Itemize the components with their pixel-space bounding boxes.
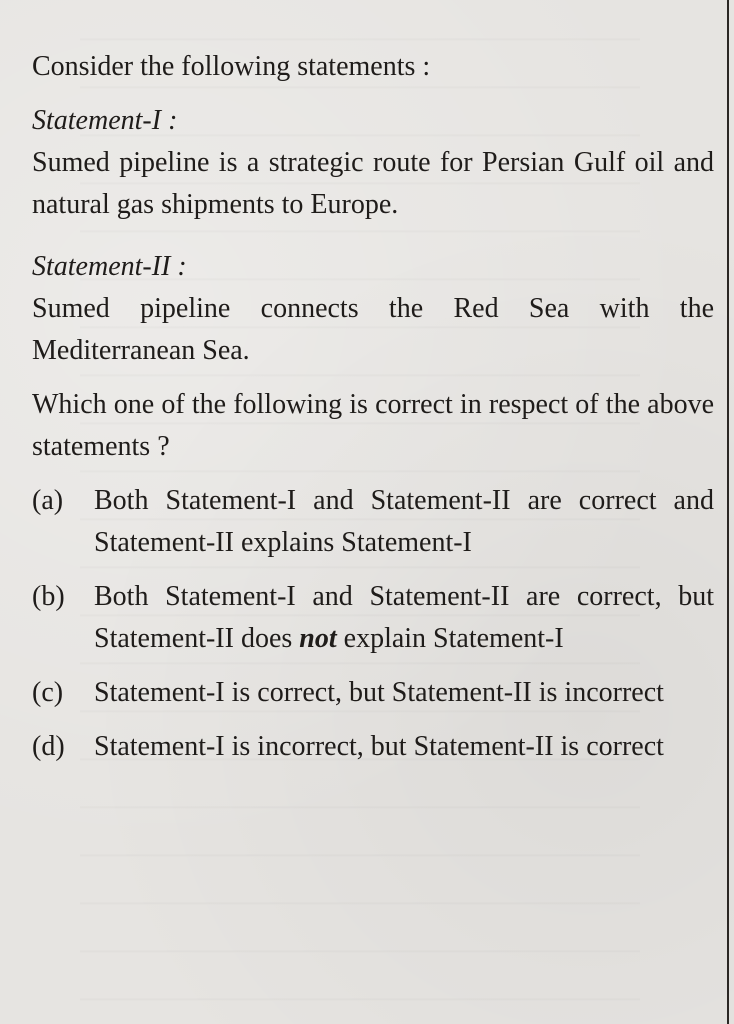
option-d-text: Statement-I is incorrect, but Statement-II is correct [94, 731, 664, 762]
option-a[interactable] [32, 480, 714, 564]
question-text: Which one of the following is correct in respect of the above statements ? [32, 389, 714, 462]
option-c-key: (c) [32, 677, 64, 708]
option-b-text-after: explain Statement-I [336, 623, 564, 654]
statement-1-label: Statement-I : [32, 105, 178, 136]
question-block [32, 46, 714, 780]
option-b-text-before: Both Statement-I and Statement-II are correct, but Statement-II does [94, 581, 714, 654]
option-b[interactable] [32, 576, 714, 660]
option-a-text: Both Statement-I and Statement-II are correct and Statement-II explains Statement-I [94, 485, 714, 558]
option-d-key: (d) [32, 731, 65, 762]
option-a-key: (a) [32, 485, 64, 516]
answer-options [32, 480, 714, 768]
page-margin-rule [727, 0, 729, 1024]
option-b-key: (b) [32, 581, 65, 612]
option-b-text [94, 576, 714, 660]
option-c-text: Statement-I is correct, but Statement-II is incorrect [94, 677, 664, 708]
intro-text: Consider the following statements : [32, 51, 431, 82]
statement-1-text: Sumed pipeline is a strategic route for Persian Gulf oil and natural gas shipments to Europe. [32, 147, 714, 220]
option-c[interactable] [32, 672, 714, 714]
option-d[interactable] [32, 726, 714, 768]
statement-2-label: Statement-II : [32, 251, 187, 282]
statement-2-text: Sumed pipeline connects the Red Sea with the Mediterranean Sea. [32, 293, 714, 366]
option-b-emphasis: not [299, 623, 337, 654]
